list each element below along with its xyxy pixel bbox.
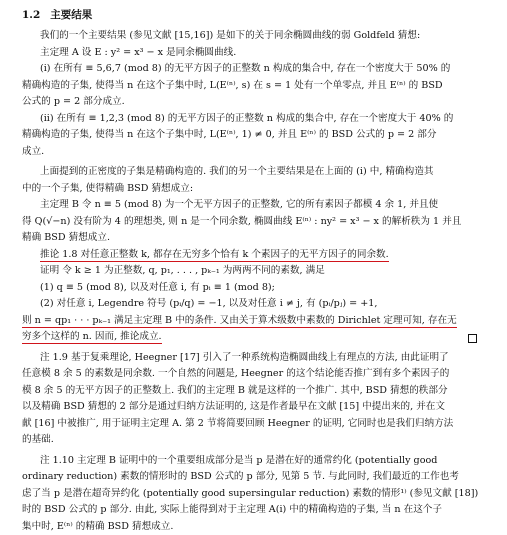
paragraph-line: 中的一个子集, 使得精确 BSD 猜想成立: — [22, 181, 497, 198]
paragraph-line: 精确 BSD 猜想成立. — [22, 230, 497, 247]
theorem-a-statement: 主定理 A 设 E : y² = x³ − x 是同余椭圆曲线. — [22, 45, 497, 62]
paragraph-line: 模 8 余 5 的无平方因子的正整数上. 我们的主定理 B 就是这样的一个推广. 其中, BSD 猜想的秩部分 — [22, 383, 497, 400]
proof-condition-2: (2) 对任意 i, Legendre 符号 (pᵢ/q) = −1, 以及对任意 i ≠ j, 有 (pᵢ/pⱼ) = +1, — [22, 296, 497, 313]
section-title: 主要结果 — [50, 9, 92, 21]
section-number: 1.2 — [22, 9, 40, 21]
corollary-1-8 — [22, 247, 497, 264]
remark-1-10: 注 1.10 主定理 B 证明中的一个重要组成部分是当 p 是潜在好的通常约化 (potentially good — [22, 453, 497, 470]
paragraph-line: 精确构造的子集, 使得当 n 在这个子集中时, L(E⁽ⁿ⁾, 1) ≠ 0, 并且 E⁽ⁿ⁾ 的 BSD 公式的 p = 2 部分 — [22, 127, 497, 144]
paragraph-line: 得 Q(√−n) 没有阶为 4 的理想类, 则 n 是一个同余数, 椭圆曲线 E⁽ⁿ⁾ : ny² = x³ − x 的解析秩为 1 并且 — [22, 214, 497, 231]
paragraph-line: 的基础. — [22, 432, 497, 449]
paragraph-line: 上面提到的正密度的子集是精确构造的. 我们的另一个主要结果是在上面的 (i) 中, 精确构造其 — [22, 164, 497, 181]
paragraph-line: 以及精确 BSD 猜想的 2 部分是通过归纳方法证明的, 这是作者最早在文献 [15] 中提出来的, 并在文 — [22, 399, 497, 416]
corollary-underline: 推论 1.8 对任意正整数 k, 都存在无穷多个恰有 k 个素因子的无平方因子的同余数. — [40, 249, 389, 262]
proof-start: 证明 令 k ≥ 1 为正整数, q, p₁, . . . , pₖ₋₁ 为两两不同的素数, 满足 — [22, 263, 497, 280]
paragraph-line: (ii) 在所有 ≡ 1,2,3 (mod 8) 的无平方因子的正整数 n 构成的集合中, 存在一个密度大于 40% 的 — [22, 111, 497, 128]
paragraph-line: ordinary reduction) 素数的情形时的 BSD 公式的 p 部分, 见第 5 节. 与此同时, 我们最近的工作也考 — [22, 469, 497, 486]
paragraph-line: 任意模 8 余 5 的素数是同余数. 一个自然的问题是, Heegner 的这个结论能否推广到有多个素因子的 — [22, 366, 497, 383]
dirichlet-underline: 则 n = qp₁ · · · pₖ₋₁ 满足主定理 B 中的条件. 又由关于算术级数中素数的 Dirichlet 定理可知, 存在无 — [22, 315, 457, 328]
qed-box-icon — [468, 334, 477, 343]
remark-1-9: 注 1.9 基于复乘理论, Heegner [17] 引入了一种系统构造椭圆曲线上有理点的方法, 由此证明了 — [22, 350, 497, 367]
paragraph-line: 精确构造的子集, 使得当 n 在这个子集中时, L(E⁽ⁿ⁾, s) 在 s = 1 处有一个单零点, 并且 E⁽ⁿ⁾ 的 BSD — [22, 78, 497, 95]
paragraph-line: 虑了当 p 是潜在超奇异约化 (potentially good supersingular reduction) 素数的情形¹⁾ (参见文献 [18]) — [22, 486, 497, 503]
theorem-b-statement: 主定理 B 令 n ≡ 5 (mod 8) 为一个无平方因子的正整数, 它的所有素因子都模 4 余 1, 并且使 — [22, 197, 497, 214]
proof-condition-1: (1) q ≡ 5 (mod 8), 以及对任意 i, 有 pᵢ ≡ 1 (mod 8); — [22, 280, 497, 297]
paragraph-line: 我们的一个主要结果 (参见文献 [15,16]) 是如下的关于同余椭圆曲线的弱 Goldfeld 猜想: — [22, 28, 497, 45]
proof-end-underline: 穷多个这样的 n. 因而, 推论成立. — [22, 331, 162, 344]
paragraph-line: 成立. — [22, 144, 497, 161]
paragraph-line: 公式的 p = 2 部分成立. — [22, 94, 497, 111]
paragraph-line: 时的 BSD 公式的 p 部分. 由此, 实际上能得到对于主定理 A(i) 中的精确构造的子集, 当 n 在这个子 — [22, 502, 497, 519]
paragraph-line: 献 [16] 中被推广, 用于证明主定理 A. 第 2 节将简要回顾 Heegner 的证明, 它同时也是我们归纳方法 — [22, 416, 497, 433]
proof-end — [22, 329, 497, 346]
proof-line — [22, 313, 497, 330]
paragraph-line: (i) 在所有 ≡ 5,6,7 (mod 8) 的无平方因子的正整数 n 构成的集合中, 存在一个密度大于 50% 的 — [22, 61, 497, 78]
section-heading — [22, 6, 497, 24]
paragraph-line: 集中时, E⁽ⁿ⁾ 的精确 BSD 猜想成立. — [22, 519, 497, 535]
